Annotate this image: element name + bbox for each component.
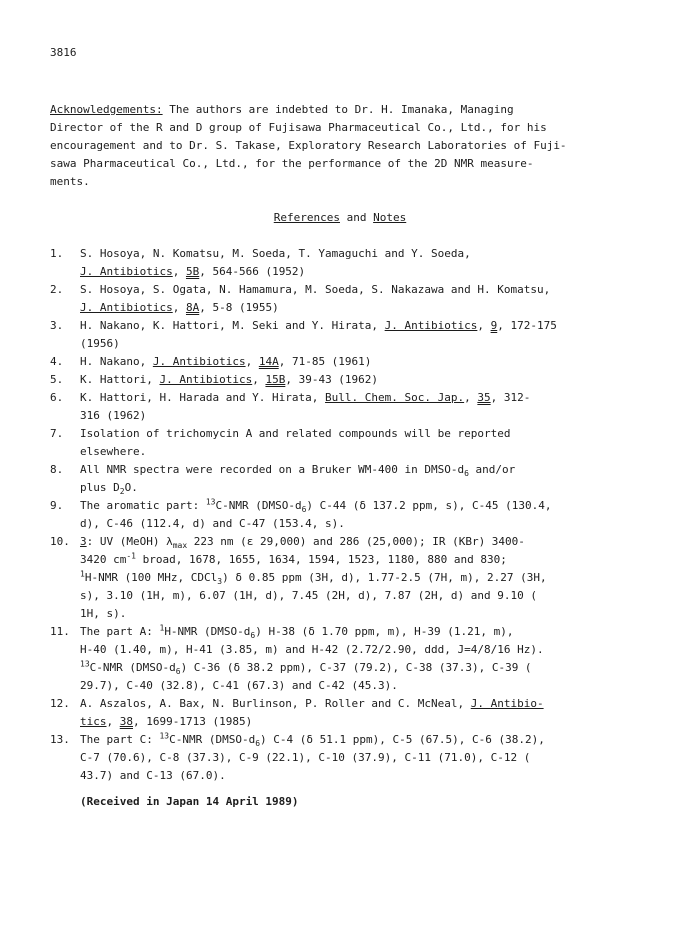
page-number: 3816: [50, 46, 77, 59]
volume: 35: [477, 391, 491, 404]
reference-3: 3. H. Nakano, K. Hattori, M. Seki and Y. Hirata, J. Antibiotics, 9, 172-175 (1956): [50, 319, 557, 350]
ack-line-4: sawa Pharmaceutical Co., Ltd., for the performance of the 2D NMR measure-: [50, 157, 534, 170]
reference-1: 1. S. Hosoya, N. Komatsu, M. Soeda, T. Yamaguchi and Y. Soeda, J. Antibiotics, 5B, 564-566 (1952): [50, 247, 471, 278]
reference-5: 5. K. Hattori, J. Antibiotics, 15B, 39-43 (1962): [50, 373, 379, 386]
reference-4: 4. H. Nakano, J. Antibiotics, 14A, 71-85 (1961): [50, 355, 372, 368]
volume: 8A: [185, 301, 200, 314]
ack-line-2: Director of the R and D group of Fujisawa Pharmaceutical Co., Ltd., for his: [50, 121, 547, 134]
references-heading: References and Notes: [273, 211, 407, 224]
volume: 38: [119, 715, 133, 728]
reference-list: [50, 245, 650, 785]
journal-name: J. Antibiotics: [384, 319, 478, 332]
received-date: (Received in Japan 14 April 1989): [80, 795, 299, 808]
reference-6: 6. K. Hattori, H. Harada and Y. Hirata, Bull. Chem. Soc. Jap., 35, 312- 316 (1962): [50, 391, 531, 422]
acknowledgements-heading: Acknowledgements:: [50, 103, 163, 116]
volume: 14A: [258, 355, 279, 368]
volume: 15B: [265, 373, 286, 386]
journal-name: Bull. Chem. Soc. Jap.: [325, 391, 465, 404]
reference-8: 8. All NMR spectra were recorded on a Bruker WM-400 in DMSO-$d_6$ and/or plus $D_2O$.: [50, 463, 516, 497]
journal-name-cont: tics: [80, 715, 107, 728]
compound-number: 3: [80, 535, 87, 548]
reference-12: 12. A. Aszalos, A. Bax, N. Burlinson, P. Roller and C. McNeal, J. Antibio- tics, 38, 1699-1713 (1985): [50, 697, 544, 728]
reference-11: 11. The part A: $^1$H-NMR $(DMSO-d_6)$ H-38 (δ 1.70 ppm, m), H-39 (1.21, m), H-40 (1.40, m), H-41 (3.85, m) and H-42 (2.72/2.90, ddd, J=4/8/16 Hz). $^{13}$C-NMR $(DMSO-d_6)$ C-36 (δ 38.2 ppm), C-37 (79.2), C-38 (37.3), C-39 ( 29.7), C-40 (32.8), C-41 (67.3) and C-42 (45.3).: [50, 623, 544, 692]
journal-name: J. Antibiotics: [152, 355, 246, 368]
volume: 5B: [185, 265, 200, 278]
ack-line-5: ments.: [50, 175, 90, 188]
ack-line-3: encouragement and to Dr. S. Takase, Exploratory Research Laboratories of Fuji-: [50, 139, 567, 152]
reference-9: 9. The aromatic part: $^{13}$C-NMR $(DMSO-d_6)$ C-44 (δ 137.2 ppm, s), C-45 (130.4, d), C-46 (112.4, d) and C-47 (153.4, s).: [50, 497, 552, 530]
reference-13: 13. The part C: $^{13}$C-NMR $(DMSO-d_6)$ C-4 (δ 51.1 ppm), C-5 (67.5), C-6 (38.2), C-7 (70.6), C-8 (37.3), C-9 (22.1), C-10 (37.9), C-11 (71.0), C-12 ( 43.7) and C-13 (67.0).: [50, 731, 545, 782]
reference-10: 10. 3: UV (MeOH) $\lambda_{max}$ 223 nm (ε 29,000) and 286 (25,000); IR (KBr) 3400- 3420 $cm^{-1}$ broad, 1678, 1655, 1634, 1594, 1523, 1180, 880 and 830; $^1$H-NMR (100 MHz, CDCl$_3$) δ 0.85 ppm (3H, d), 1.77-2.5 (7H, m), 2.27 (3H, s), 3.10 (1H, m), 6.07 (1H, d), 7.45 (2H, d), 7.87 (2H, d) and 9.10 ( 1H, s).: [50, 535, 547, 620]
journal-name: J. Antibiotics: [159, 373, 253, 386]
journal-name: J. Antibiotics: [80, 301, 173, 314]
journal-name: J. Antibio-: [470, 697, 544, 710]
ack-line-1: The authors are indebted to Dr. H. Imanaka, Managing: [162, 103, 514, 116]
volume: 9: [490, 319, 498, 332]
acknowledgements: [50, 101, 640, 191]
journal-name: J. Antibiotics: [80, 265, 173, 278]
reference-2: 2. S. Hosoya, S. Ogata, N. Hamamura, M. Soeda, S. Nakazawa and H. Komatsu, J. Antibiotics, 8A, 5-8 (1955): [50, 283, 551, 314]
reference-7: 7. Isolation of trichomycin A and related compounds will be reported elsewhere.: [50, 427, 511, 458]
